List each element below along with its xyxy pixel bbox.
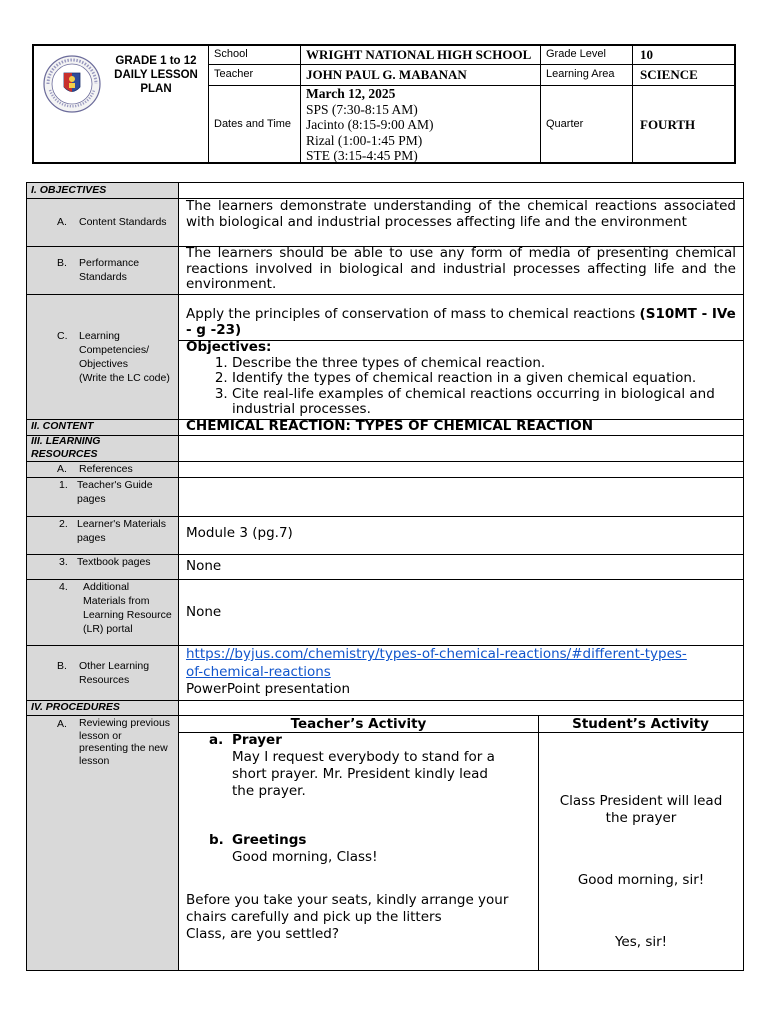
schedule-line: SPS (7:30-8:15 AM) <box>306 101 418 117</box>
objective-item: 2. Identify the types of chemical reaction in a given chemical equation. <box>232 371 736 387</box>
label-line: Teacher's Guide <box>77 479 153 491</box>
list-marker: b. <box>209 832 224 848</box>
objectives-ordered-list <box>186 356 736 418</box>
school-value: WRIGHT NATIONAL HIGH SCHOOL <box>306 47 532 62</box>
heading-line: RESOURCES <box>31 448 98 460</box>
activity-column-divider <box>538 715 539 970</box>
item-number: 3. <box>59 556 68 568</box>
dates-time-label: Dates and Time <box>214 118 292 130</box>
quarter-value: FOURTH <box>640 117 696 132</box>
text-line: May I request everybody to stand for a <box>232 749 495 765</box>
label-line: Materials from <box>83 595 150 607</box>
learning-area-value: SCIENCE <box>640 67 698 82</box>
label-line: (LR) portal <box>83 623 133 635</box>
header-row-divider <box>208 64 734 65</box>
row-divider <box>27 435 743 436</box>
header-row-divider <box>208 85 734 86</box>
item-label <box>79 659 179 687</box>
item-label <box>79 717 184 767</box>
resource-link[interactable]: https://byjus.com/chemistry/types-of-chemical-reactions/#different-types- <box>186 646 687 662</box>
objectives-heading: I. OBJECTIVES <box>31 184 107 196</box>
schedule-line: Rizal (1:00-1:45 PM) <box>306 132 423 148</box>
greetings-title: Greetings <box>232 832 307 848</box>
lesson-plan-table <box>26 182 744 971</box>
objective-item: 3. Cite real-life examples of chemical reactions occurring in biological and industrial processes. <box>232 387 736 418</box>
label-line: pages <box>77 493 106 505</box>
text-line: the prayer <box>605 809 677 826</box>
item-label <box>79 256 179 284</box>
label-line: (Write the LC code) <box>79 372 170 384</box>
objectives-list <box>186 340 736 418</box>
competency-text <box>186 307 736 338</box>
lesson-plan-title <box>106 54 206 96</box>
label-line: Standards <box>79 271 127 283</box>
label-line: Reviewing previous <box>79 717 171 729</box>
label-line: Resources <box>79 674 130 686</box>
student-activity-header: Student’s Activity <box>572 716 709 732</box>
row-divider <box>27 294 743 295</box>
label-line: Additional <box>83 581 130 593</box>
teacher-activity-header: Teacher’s Activity <box>290 716 427 732</box>
item-label <box>79 329 199 385</box>
title-line: DAILY LESSON <box>114 69 198 81</box>
schedule-line: Jacinto (8:15-9:00 AM) <box>306 117 434 132</box>
student-greeting-response: Good morning, sir! <box>577 872 705 888</box>
greetings-marker <box>209 832 224 849</box>
lesson-plan-header <box>32 44 736 164</box>
prayer-instructions <box>232 749 495 799</box>
item-label: Content Standards <box>79 216 167 228</box>
item-number: A. <box>57 718 67 730</box>
other-resources-value <box>186 646 736 699</box>
item-number: 2. <box>59 518 68 530</box>
powerpoint-note: PowerPoint presentation <box>186 681 351 697</box>
settle-instructions <box>186 892 508 942</box>
content-standards-text: The learners demonstrate understanding of the chemical reactions associated with biological and industrial processes affecting life and the environment <box>186 198 736 230</box>
dates-time-value <box>306 86 434 164</box>
prayer-marker <box>209 732 223 749</box>
item-number: B. <box>57 257 67 269</box>
grade-level-label: Grade Level <box>546 48 606 60</box>
objective-item: 1. Describe the three types of chemical reaction. <box>232 356 736 372</box>
text-line: Before you take your seats, kindly arrange your <box>186 892 509 908</box>
objectives-subheading: Objectives: <box>186 339 272 355</box>
item-number: A. <box>57 216 67 228</box>
label-column <box>27 183 179 970</box>
school-label: School <box>214 48 248 60</box>
item-label <box>77 517 192 545</box>
student-settled-response: Yes, sir! <box>614 934 668 950</box>
text-line: Class President will lead <box>559 793 723 809</box>
item-label: References <box>79 463 133 475</box>
prayer-title: Prayer <box>232 732 282 748</box>
row-divider <box>27 700 743 701</box>
text-line: Class, are you settled? <box>186 925 340 942</box>
item-number: C. <box>57 330 68 342</box>
learning-area-label: Learning Area <box>546 68 615 80</box>
procedures-heading: IV. PROCEDURES <box>31 701 120 713</box>
resource-link[interactable]: of-chemical-reactions <box>186 663 331 680</box>
label-line: lesson or <box>79 729 122 742</box>
student-prayer-response <box>541 793 741 827</box>
learners-materials-value: Module 3 (pg.7) <box>186 525 293 541</box>
learning-resources-heading <box>31 435 100 461</box>
label-line: presenting the new <box>79 742 168 754</box>
label-line: Learner's Materials <box>77 518 166 530</box>
heading-line: III. LEARNING <box>31 435 101 447</box>
label-line: Learning Resource <box>83 609 172 621</box>
item-number: 1. <box>59 479 68 491</box>
teacher-label: Teacher <box>214 68 254 80</box>
date-line: March 12, 2025 <box>306 86 396 101</box>
label-line: Competencies/ <box>79 344 150 356</box>
text-line: the prayer. <box>232 782 306 799</box>
content-heading: II. CONTENT <box>31 420 94 432</box>
label-line: Other Learning <box>79 660 150 672</box>
lc-code: (S10MT - IVe - g -23) <box>186 306 736 338</box>
quarter-label: Quarter <box>546 118 584 130</box>
schedule-line: STE (3:15-4:45 PM) <box>306 148 418 163</box>
label-line: Learning <box>79 330 120 342</box>
label-line: Objectives <box>79 358 129 370</box>
label-line: Performance <box>79 257 140 269</box>
text-line: short prayer. Mr. President kindly lead <box>232 765 488 782</box>
item-number: 4. <box>59 581 68 593</box>
item-number: B. <box>57 660 67 672</box>
content-value: CHEMICAL REACTION: TYPES OF CHEMICAL REACTION <box>186 418 594 434</box>
label-line: pages <box>77 532 106 544</box>
title-line: PLAN <box>140 83 172 95</box>
list-marker: a. <box>209 732 224 748</box>
competency-statement: Apply the principles of conservation of mass to chemical reactions <box>186 306 640 322</box>
text-line: chairs carefully and pick up the litters <box>186 908 442 925</box>
additional-materials-value: None <box>186 604 222 620</box>
deped-seal-icon <box>42 54 102 114</box>
item-label: Textbook pages <box>77 556 151 568</box>
item-label <box>83 580 183 636</box>
performance-standards-text: The learners should be able to use any form of media of presenting chemical reactions involved in biological and industrial processes affecting life and the environment. <box>186 245 736 292</box>
label-line: lesson <box>79 754 110 767</box>
teacher-value: JOHN PAUL G. MABANAN <box>306 67 467 82</box>
item-label <box>77 478 177 506</box>
item-number: A. <box>57 463 67 475</box>
grade-level-value: 10 <box>640 47 653 62</box>
title-line: GRADE 1 to 12 <box>115 55 197 67</box>
greetings-text: Good morning, Class! <box>232 849 378 865</box>
textbook-pages-value: None <box>186 558 222 574</box>
